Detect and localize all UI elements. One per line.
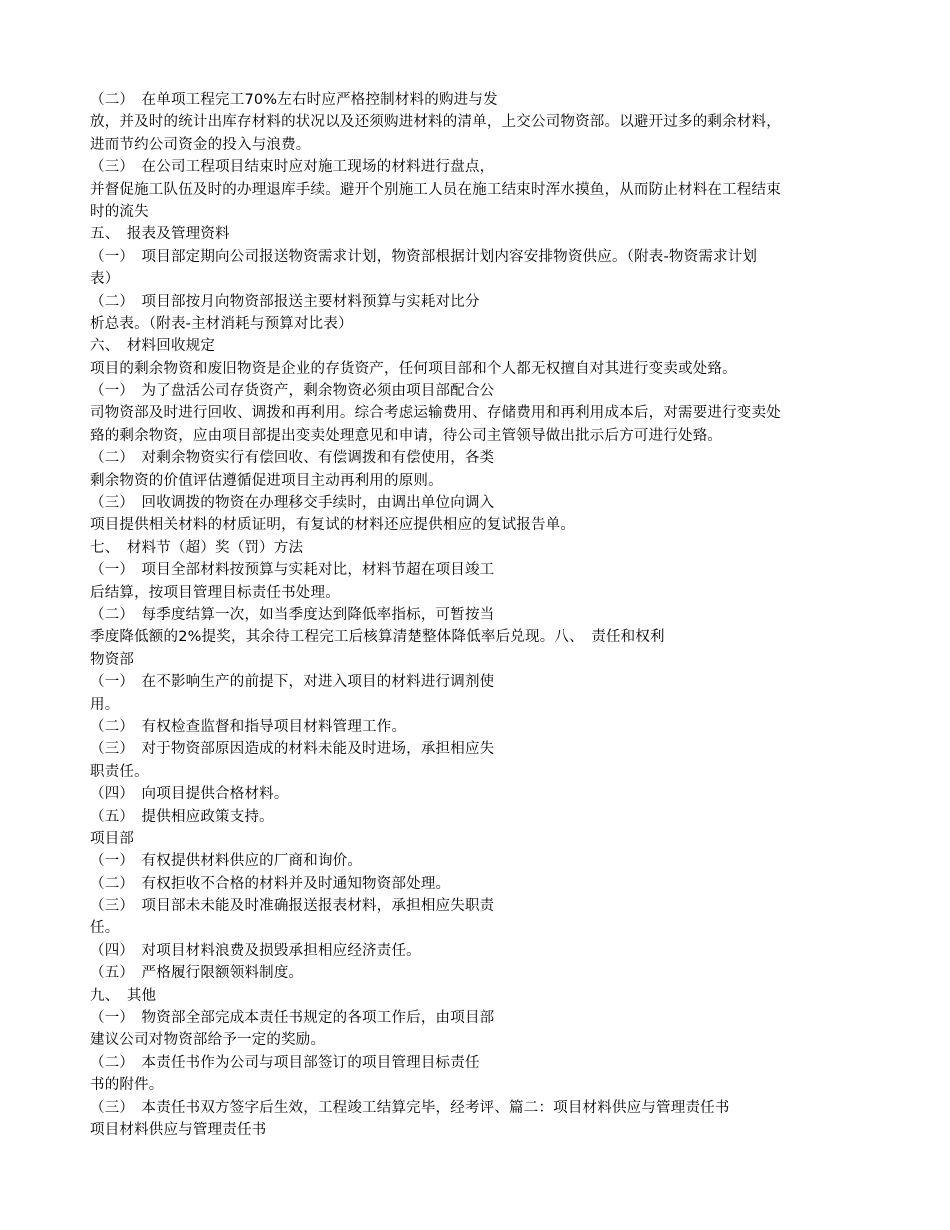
text-line: （四） 对项目材料浪费及损毁承担相应经济责任。: [90, 942, 421, 959]
text-line: （一） 有权提供材料供应的厂商和询价。: [90, 853, 363, 870]
text-line: （二） 本责任书作为公司与项目部签订的项目管理目标责任: [90, 1054, 480, 1071]
text-line: （二） 对剩余物资实行有偿回收、有偿调拨和有偿使用，各类: [90, 450, 495, 467]
section-heading: 九、 其他: [90, 987, 157, 1004]
text-line: 用。: [90, 696, 120, 713]
text-line: 放，并及时的统计出库存材料的状况以及还须购进材料的清单，上交公司物资部。以避开过多的剩余材料，: [90, 114, 781, 131]
text-line: （二） 每季度结算一次，如当季度达到降低率指标，可暂按当: [90, 606, 495, 623]
text-line: 项目提供相关材料的材质证明，有复试的材料还应提供相应的复试报告单。: [90, 517, 576, 534]
text-line: 建议公司对物资部给予一定的奖励。: [90, 1032, 326, 1049]
text-line: （三） 本责任书双方签字后生效，工程竣工结算完毕，经考评、篇二：项目材料供应与管理责任书: [90, 1099, 730, 1116]
text-line: （二） 项目部按月向物资部报送主要材料预算与实耗对比分: [90, 293, 480, 310]
subsection-heading: 项目部: [90, 830, 135, 847]
text-line: 臵的剩余物资，应由项目部提出变卖处理意见和申请，待公司主管领导做出批示后方可进行处臵。: [90, 427, 723, 444]
text-line: （二） 有权拒收不合格的材料并及时通知物资部处理。: [90, 875, 451, 892]
text-line: （三） 在公司工程项目结束时应对施工现场的材料进行盘点，: [90, 159, 495, 176]
subsection-heading: 物资部: [90, 651, 135, 668]
text-line: （一） 项目全部材料按预算与实耗对比，材料节超在项目竣工: [90, 562, 495, 579]
text-line: （三） 对于物资部原因造成的材料未能及时进场，承担相应失: [90, 741, 495, 758]
section-heading: 六、 材料回收规定: [90, 338, 216, 355]
text-line: 析总表。（附表-主材消耗与预算对比表）: [90, 315, 353, 332]
section-heading: 七、 材料节（超）奖（罚）方法: [90, 539, 304, 556]
text-line: （一） 在不影响生产的前提下，对进入项目的材料进行调剂使: [90, 674, 495, 691]
text-line: （二） 有权检查监督和指导项目材料管理工作。: [90, 718, 407, 735]
text-line: （一） 为了盘活公司存货资产，剩余物资必须由项目部配合公: [90, 383, 495, 400]
text-line: （二） 在单项工程完工70%左右时应严格控制材料的购进与发: [90, 92, 498, 108]
text-line: 项目材料供应与管理责任书: [90, 1121, 267, 1138]
document-body: [90, 89, 870, 1141]
text-line: 后结算，按项目管理目标责任书处理。: [90, 584, 340, 601]
text-line: （五） 提供相应政策支持。: [90, 808, 274, 825]
text-line: （一） 物资部全部完成本责任书规定的各项工作后，由项目部: [90, 1010, 495, 1027]
text-line: （三） 项目部未未能及时准确报送报表材料，承担相应失职责: [90, 898, 495, 915]
text-line: 时的流失: [90, 203, 149, 220]
text-line: 表）: [90, 271, 120, 288]
text-line: 司物资部及时进行回收、调拨和再利用。综合考虑运输费用、存储费用和再利用成本后，对需要进行变卖处: [90, 405, 781, 422]
section-heading: 五、 报表及管理资料: [90, 226, 230, 243]
text-line: （一） 项目部定期向公司报送物资需求计划，物资部根据计划内容安排物资供应。（附表-物资需求计划: [90, 248, 758, 265]
text-line: （四） 向项目提供合格材料。: [90, 786, 289, 803]
text-line: 项目的剩余物资和废旧物资是企业的存货资产，任何项目部和个人都无权擅自对其进行变卖或处臵。: [90, 360, 737, 377]
text-line: 书的附件。: [90, 1077, 164, 1094]
text-line: （三） 回收调拨的物资在办理移交手续时，由调出单位向调入: [90, 495, 495, 512]
text-line: 剩余物资的价值评估遵循促进项目主动再利用的原则。: [90, 472, 443, 489]
text-line: 职责任。: [90, 763, 149, 780]
text-line: 季度降低额的2%提奖，其余待工程完工后核算清楚整体降低率后兑现。八、 责任和权利: [90, 629, 665, 646]
text-line: （五） 严格履行限额领料制度。: [90, 965, 304, 982]
text-line: 进而节约公司资金的投入与浪费。: [90, 136, 311, 153]
text-line: 任。: [90, 920, 120, 937]
text-line: 并督促施工队伍及时的办理退库手续。避开个别施工人员在施工结束时浑水摸鱼，从而防止材料在工程结束: [90, 181, 781, 198]
